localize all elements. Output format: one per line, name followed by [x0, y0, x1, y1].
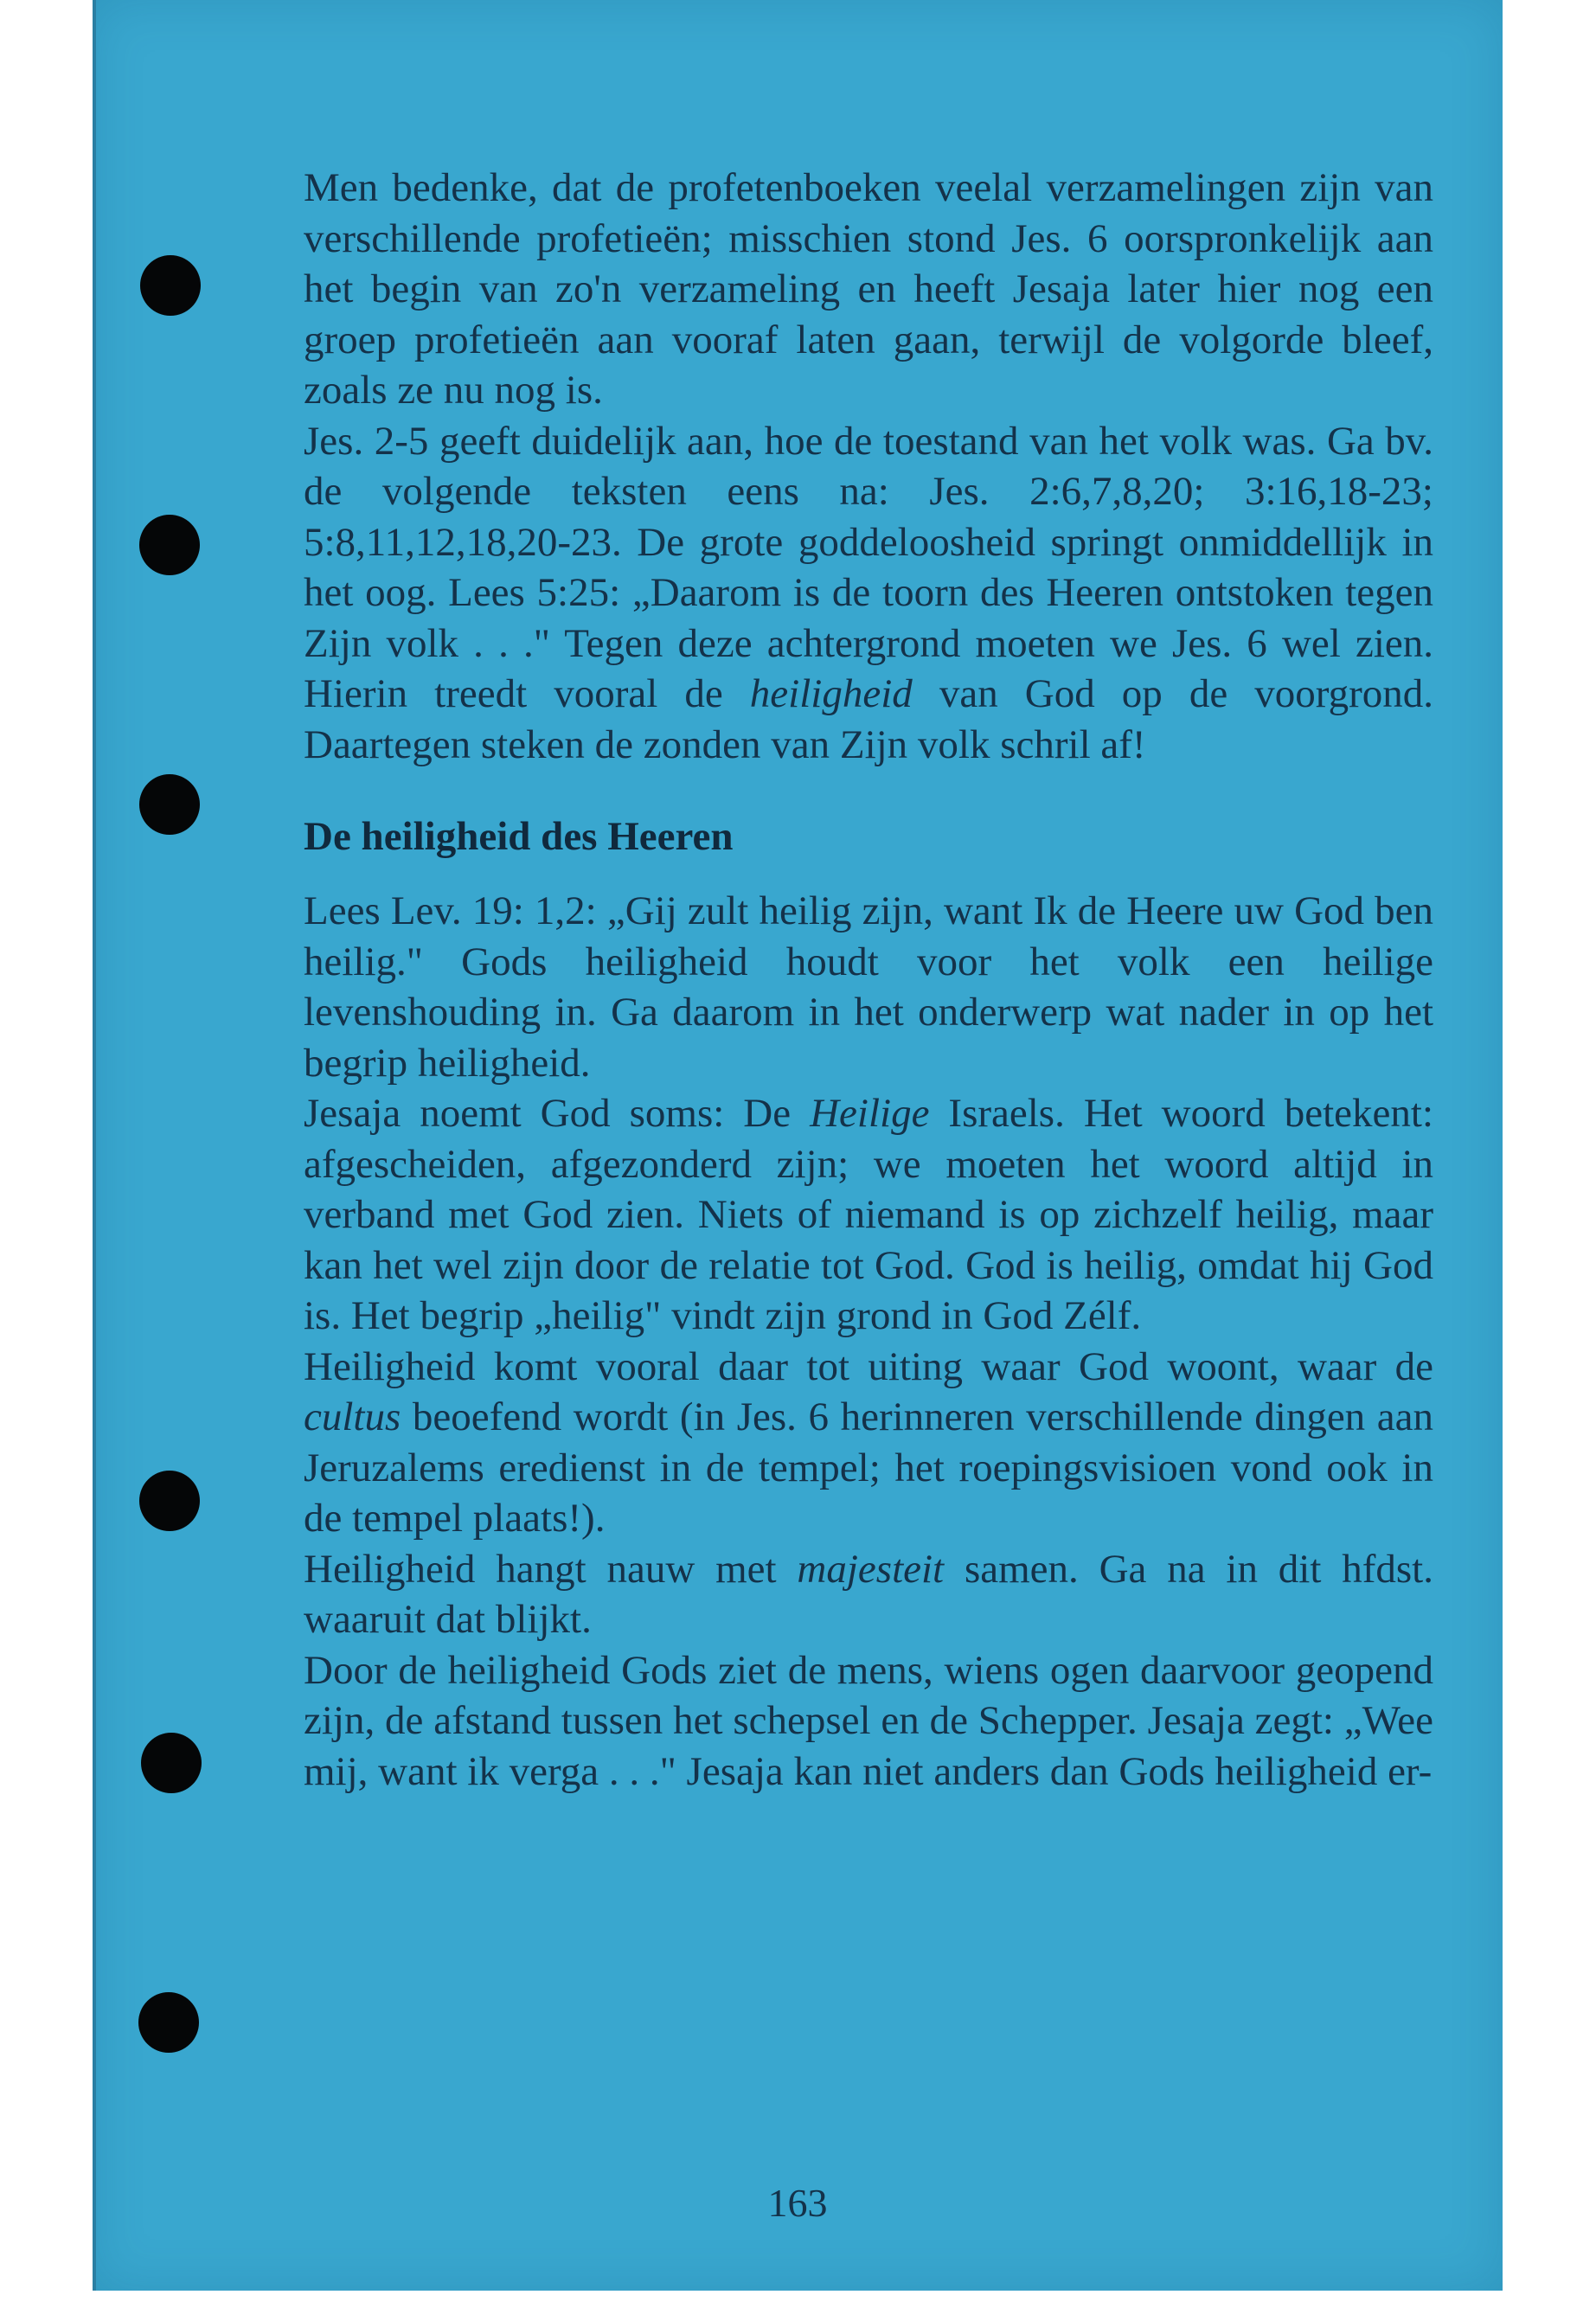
book-page [93, 0, 1503, 2291]
binder-hole [139, 515, 200, 575]
text-run: Men bedenke, dat de profetenboeken veelal verzamelingen zijn van verschillende profetieën; misschien stond Jes. 6 oorspronkelijk aan het begin van zo'n verzameling en heeft Jesaja later hier nog een groep profetieën aan vooraf laten gaan, terwijl de volgorde bleef, zoals ze nu nog is. [304, 165, 1433, 413]
paragraph-p3 [304, 886, 1433, 1088]
section-heading: De heiligheid des Heeren [304, 814, 734, 859]
text-run: Heiligheid hangt nauw met [304, 1546, 798, 1592]
text-run: van God op de voorgrond. Daartegen steken de zonden van Zijn volk schril af! [304, 671, 1433, 767]
italic-term: Heilige [810, 1091, 930, 1136]
italic-term: cultus [304, 1394, 401, 1439]
paragraph-p4 [304, 1088, 1433, 1342]
binder-hole [140, 255, 201, 316]
text-run: Jesaja noemt God soms: De [304, 1091, 811, 1136]
page-number: 163 [767, 2181, 828, 2225]
paragraphs-before-heading [304, 163, 1433, 770]
binder-hole [139, 774, 200, 835]
text-run: Heiligheid komt vooral daar tot uiting waar God woont, waar de [304, 1343, 1433, 1389]
body-text [304, 163, 1433, 1797]
text-run: beoefend wordt (in Jes. 6 herinneren verschillende dingen aan Jeruzalems eredienst in de tempel; het roepingsvisioen vond ook in de tempel plaats!). [304, 1394, 1433, 1541]
text-run: Lees Lev. 19: 1,2: „Gij zult heilig zijn, want Ik de Heere uw God ben heilig." Gods heiligheid houdt voor het volk een heilige levenshouding in. Ga daarom in het onderwerp wat nader in op het begrip heiligheid. [304, 888, 1433, 1086]
paragraphs-after-heading [304, 886, 1433, 1797]
paragraph-p6 [304, 1544, 1433, 1645]
text-run: samen. Ga na in dit hfdst. waaruit dat blijkt. [304, 1546, 1433, 1642]
binder-hole [141, 1733, 202, 1793]
binder-hole [138, 1992, 199, 2053]
page-left-edge [93, 0, 96, 2291]
text-run: Israels. Het woord betekent: afgescheiden, afgezonderd zijn; we moeten het woord altijd in verband met God zien. Niets of niemand is op zichzelf heilig, maar kan het wel zijn door de relatie tot God. God is heilig, omdat hij God is. Het begrip „heilig" vindt zijn grond in God Zélf. [304, 1091, 1434, 1338]
paragraph-p2 [304, 416, 1433, 771]
paragraph-p7 [304, 1645, 1433, 1798]
binder-hole [139, 1471, 200, 1531]
paragraph-p1 [304, 163, 1433, 416]
italic-term: majesteit [797, 1546, 945, 1592]
text-run: Door de heiligheid Gods ziet de mens, wiens ogen daarvoor geopend zijn, de afstand tussen het schepsel en de Schepper. Jesaja zegt: „Wee mij, want ik verga . . ." Jesaja kan niet anders dan Gods heiligheid er- [304, 1647, 1433, 1794]
italic-term: heiligheid [749, 671, 913, 716]
text-run: Jes. 2-5 geeft duidelijk aan, hoe de toestand van het volk was. Ga bv. de volgende teksten eens na: Jes. 2:6,7,8,20; 3:16,18-23; 5:8,11,12,18,20-23. De grote goddeloosheid springt onmiddellijk in het oog. Lees 5:25: „Daarom is de toorn des Heeren ontstoken tegen Zijn volk . . ." Tegen deze achtergrond moeten we Jes. 6 wel zien. Hierin treedt vooral de [304, 418, 1433, 716]
paragraph-p5 [304, 1342, 1433, 1544]
